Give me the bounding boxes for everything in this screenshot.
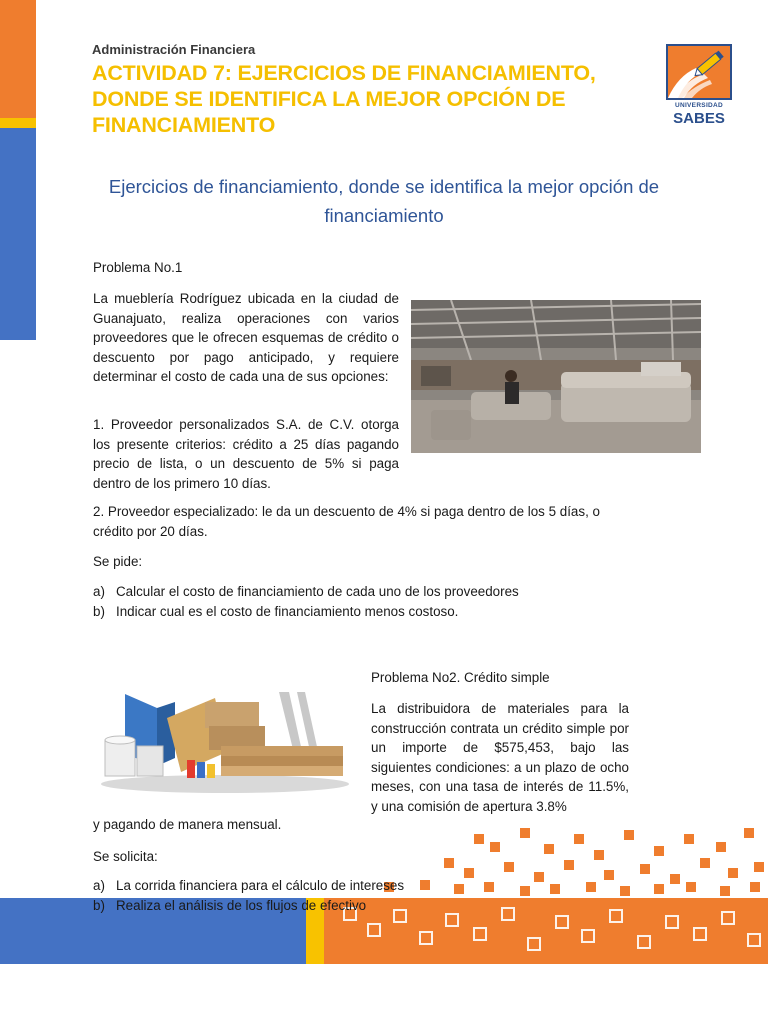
pencil-logo-icon	[666, 44, 732, 100]
list-item-letter: b)	[93, 603, 105, 619]
list-item-text: La corrida financiera para el cálculo de intereses	[116, 878, 405, 893]
list-item	[93, 896, 513, 916]
problem1-intro: La mueblería Rodríguez ubicada en la ciudad de Guanajuato, realiza operaciones con varios proveedores que le ofrecen esquemas de crédito o descuento por pago anticipado, y requiere determinar el costo de cada una de sus opciones:	[93, 291, 399, 384]
construction-materials-photo	[97, 688, 353, 794]
list-item-text: Realiza el análisis de los flujos de efectivo	[116, 897, 367, 913]
list-item	[93, 876, 513, 896]
problem1-ask: Se pide:	[93, 554, 143, 569]
problem2-ask: Se solicita:	[93, 849, 158, 864]
left-yellow-bar	[0, 118, 36, 128]
problem2-title: Problema No2. Crédito simple	[371, 670, 550, 685]
problem1-title: Problema No.1	[93, 260, 183, 275]
furniture-warehouse-photo	[411, 300, 701, 453]
logo-text-sabes: SABES	[673, 110, 725, 127]
problem1-option2: 2. Proveedor especializado: le da un descuento de 4% si paga dentro de los 5 días, o crédito por 20 días.	[93, 504, 600, 539]
list-item	[93, 582, 653, 602]
list-item-letter: b)	[93, 897, 105, 913]
problem1-option1: 1. Proveedor personalizados S.A. de C.V. otorga los presente criterios: crédito a 25 días pagando precio de lista, o un descuento de 5% si paga dentro de los primero 10 días.	[93, 417, 399, 491]
left-orange-bar	[0, 0, 36, 118]
problem1-list	[93, 582, 653, 621]
list-item-text: Calcular el costo de financiamiento de cada uno de los proveedores	[116, 584, 519, 599]
list-item-letter: a)	[93, 584, 105, 599]
course-name: Administración Financiera	[92, 42, 256, 57]
university-logo	[666, 44, 732, 126]
problem2-description: La distribuidora de materiales para la construcción contrata un crédito simple por un importe de $575,453, bajo las siguientes condiciones: a un plazo de ocho meses, con una tasa de interés de 11.5%, y una comisión de apertura 3.8%	[371, 701, 629, 814]
activity-title: ACTIVIDAD 7: EJERCICIOS DE FINANCIAMIENTO, DONDE SE IDENTIFICA LA MEJOR OPCIÓN DE FINANCIAMIENTO	[92, 61, 596, 137]
section-heading: Ejercicios de financiamiento, donde se identifica la mejor opción de financiamiento	[108, 176, 660, 226]
list-item	[93, 602, 653, 622]
logo-text-universidad: UNIVERSIDAD	[674, 102, 724, 109]
list-item-letter: a)	[93, 878, 105, 893]
problem2-list	[93, 876, 513, 915]
left-blue-bar	[0, 128, 36, 340]
problem2-continuation: y pagando de manera mensual.	[93, 817, 282, 832]
list-item-text: Indicar cual es el costo de financiamiento menos costoso.	[116, 603, 459, 619]
